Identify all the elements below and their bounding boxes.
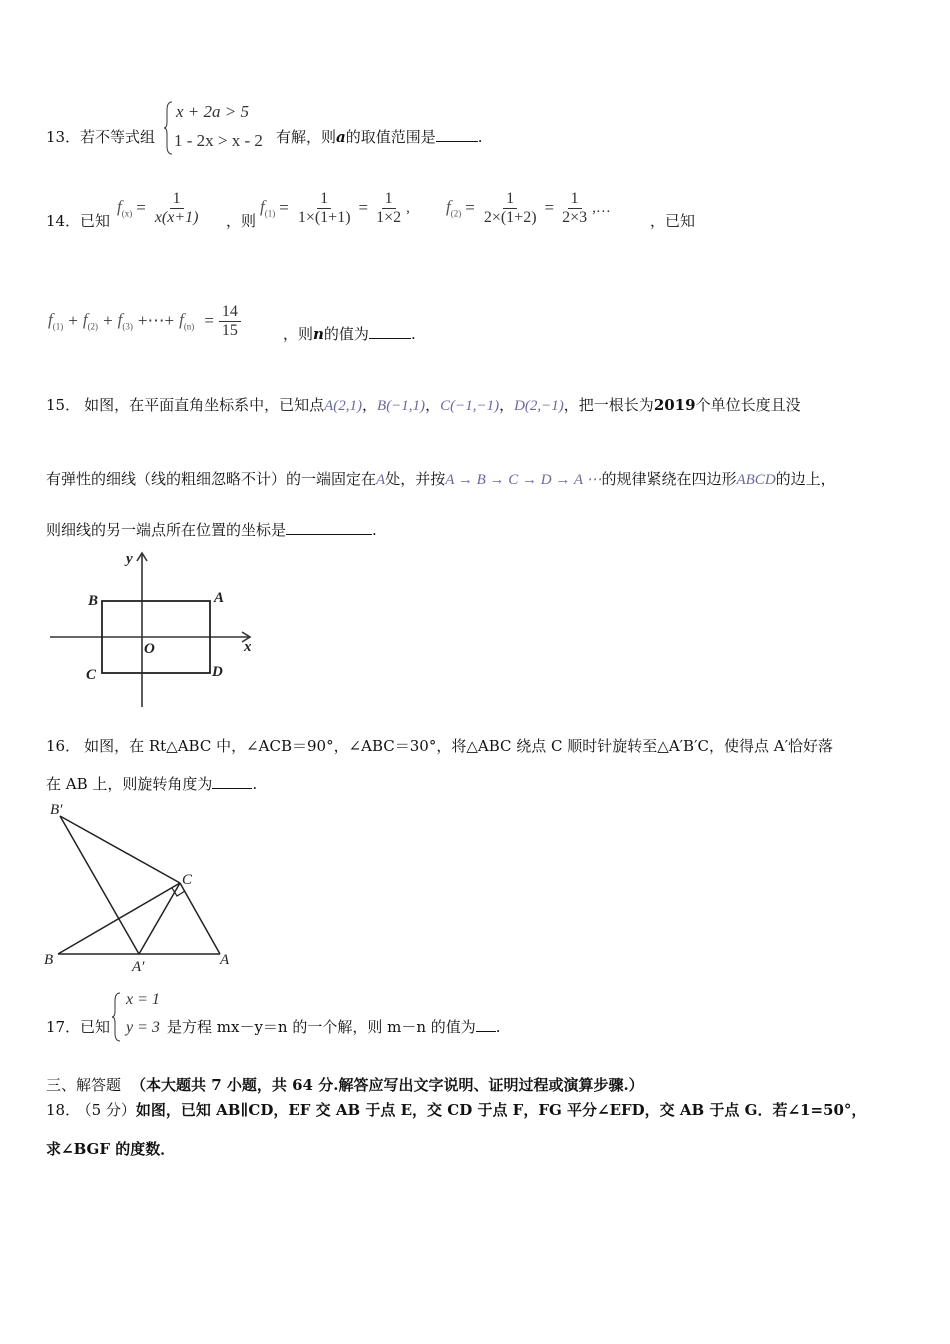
q14-f-symbol: $f_{(x)}$ (117, 197, 133, 219)
q14-tail: ，已知 (650, 212, 696, 230)
q15-label-x: x (244, 639, 252, 655)
q13-end: . (477, 128, 483, 146)
q16-label-bprime: B′ (50, 802, 63, 818)
q15-figure (44, 545, 264, 715)
q17-tail: 是方程 mx－y＝n 的一个解，则 m－n 的值为 . (167, 1018, 501, 1036)
q17-answer-blank[interactable] (476, 1031, 496, 1032)
q17-number: 17． (46, 1018, 81, 1036)
q16-label-b: B (44, 952, 54, 968)
q17-system-line2: y = 3 (126, 1019, 160, 1036)
q16-label-a: A (220, 952, 230, 968)
q14-sum: $f_{(1)}$ + $f_{(2)}$ + $f_{(3)}$ +⋯+ $f_{(n)}$ = $\frac{14}{15}$ (48, 298, 243, 344)
q13-answer-blank[interactable] (436, 141, 478, 142)
q18-number: 18． (46, 1101, 81, 1119)
q16-line2: 在 AB 上，则旋转角度为 . (46, 775, 258, 793)
q14-f1: $f_{(1)}$ = $\frac{1}{1\times(1+1)}$ = $\frac{1}{1\times 2}$ , (260, 189, 410, 226)
q14-number: 14． (46, 212, 81, 230)
q15-label-a: A (214, 590, 225, 606)
q15-label-y: y (126, 551, 133, 567)
q16-figure (40, 798, 240, 974)
q13-brace-icon (164, 100, 174, 156)
q17-lead: 已知 (80, 1018, 111, 1036)
q15-point-b: B(−1,1) (377, 398, 426, 414)
q16-number: 16． (46, 737, 81, 755)
q15-point-c: C(−1,−1) (440, 398, 500, 414)
q15-point-d: D(2,−1) (514, 398, 564, 414)
q13-var: a (336, 128, 346, 146)
q15-line2: 有弹性的细线（线的粗细忽略不计）的一端固定在A处，并按A → B → C → D → A ⋯的规律紧绕在四边形ABCD的边上， (46, 470, 836, 488)
q16-seg-CAp (139, 883, 180, 954)
q15-answer-blank[interactable] (286, 534, 372, 535)
q14-frac-def: $\frac{1}{x(x+1)}$ (154, 189, 199, 226)
q13-tail (276, 127, 483, 147)
q17-brace-icon (112, 991, 122, 1043)
q17-system-line1: x = 1 (126, 991, 160, 1008)
q18-line1: 18． （5 分）如图，已知 AB∥CD，EF 交 AB 于点 E，交 CD 于点 F，FG 平分∠EFD，交 AB 于点 G．若∠1=50°， (46, 1101, 867, 1119)
q15-label-o: O (144, 641, 155, 657)
q14-f2: $f_{(2)}$ = $\frac{1}{2\times(1+2)}$ = $\frac{1}{2\times 3}$ ,… (446, 189, 611, 226)
q14-lead: 已知 (80, 212, 111, 230)
q16-seg-BpAp (60, 816, 139, 954)
section3-note: （本大题共 7 小题，共 64 分.解答应写出文字说明、证明过程或演算步骤.） (131, 1076, 644, 1094)
q13-tail-a: 有解，则 (276, 128, 337, 146)
q16-seg-BpC (60, 816, 180, 883)
q13-system-line2: 1 - 2x > x - 2 (174, 131, 263, 150)
q16-answer-blank[interactable] (212, 788, 252, 789)
q13-lead: 若不等式组 (80, 128, 156, 146)
q14-result-frac: $\frac{14}{15}$ (219, 303, 241, 340)
q15-sequence: A → B → C → D → A ⋯ (445, 472, 602, 488)
q13-number: 13． (46, 128, 81, 146)
q15-label-d: D (212, 664, 223, 680)
section3-title: 三、解答题 (46, 1076, 122, 1094)
q14-var: n (313, 325, 324, 343)
q13-system-line1: x + 2a > 5 (176, 102, 249, 121)
q15-number: 15． (46, 396, 81, 414)
q16-label-c: C (182, 872, 193, 888)
q15-label-c: C (86, 667, 97, 683)
q15-line3: 则细线的另一端点所在位置的坐标是 . (46, 521, 377, 539)
q14-mid: ，则 (226, 212, 257, 230)
q18-line2: 求∠BGF 的度数． (46, 1140, 176, 1158)
section3-heading (46, 1075, 644, 1095)
q13-tail-b: 的取值范围是 (345, 128, 436, 146)
q14-answer-blank[interactable] (369, 338, 411, 339)
q16-label-aprime: A′ (132, 959, 145, 974)
q15-line1: 15． 如图，在平面直角坐标系中，已知点A(2,1)，B(−1,1)，C(−1,−1)，D(2,−1)，把一根长为2019个单位长度且没 (46, 396, 801, 414)
q18-score: （5 分） (84, 1101, 136, 1119)
q16-seg-CA (180, 883, 220, 954)
q16-line1: 16． 如图，在 Rt△ABC 中，∠ACB＝90°，∠ABC＝30°，将△ABC 绕点 C 顺时针旋转至△A′B′C，使得点 A′恰好落 (46, 737, 833, 755)
q15-label-b: B (88, 593, 99, 609)
q14-tail2: ，则n的值为 . (283, 325, 416, 343)
q14-def: $f_{(x)}$ = $\frac{1}{x(x+1)}$ (117, 186, 203, 230)
q15-point-a: A(2,1) (324, 398, 363, 414)
